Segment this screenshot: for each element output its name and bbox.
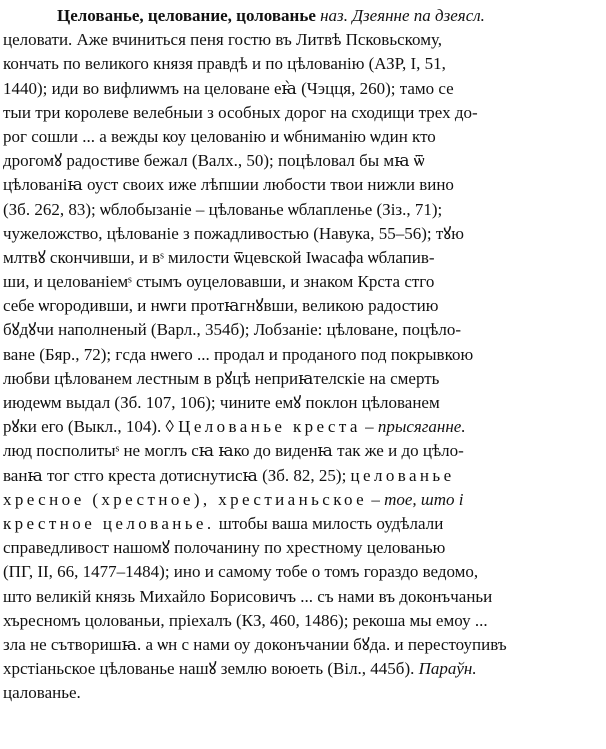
entry-line: хъресномъ цолованьи, пріехалъ (КЗ, 460, 1486); рекоша мы емоу ...: [3, 610, 488, 630]
entry-line: цалованье.: [3, 683, 81, 703]
phrase-definition: – прысяганне.: [365, 417, 466, 437]
entry-line: [3, 415, 603, 439]
entry-line: [3, 657, 603, 681]
entry-line: цѣлованіꙗ оуст своих иже лѣпшии любости твои нижли вино: [3, 175, 454, 195]
entry-line: целовати. Аже вчиниться пеня гостю въ Литвѣ Псковьскому,: [3, 30, 443, 50]
phrase-heading: хресное (хрестное), хрестианьское: [3, 489, 368, 509]
entry-line-text: ванꙗ тог стго креста дотиснутисꙗ (Зб. 82, 25);: [3, 465, 347, 485]
entry-line: 1440); иди во вифлиѡмъ на целоване еꙗ̀ (Чэцця, 260); тамо се: [3, 78, 454, 98]
entry-line: млтвꙋ скончивши, и вˢ милости ѿцевской Іѡасафа ѡблапив-: [3, 247, 435, 267]
entry-line: справедливост нашомꙋ полочанину по хрестному целованью: [3, 538, 446, 558]
entry-line: бꙋдꙋчи наполненый (Варл., 354б); Лобзаніе: цѣловане, поцѣло-: [3, 320, 461, 340]
phrase-heading: крестное целованье.: [3, 513, 215, 533]
grammar-label: наз.: [320, 6, 348, 25]
entry-line: ване (Бяр., 72); гсда нѡего ... продал и проданого под покрывкою: [3, 344, 474, 364]
entry-line: зла не сътворишꙗ. а ѡн с нами оу доконъчании бꙋда. и перестоупивъ: [3, 634, 507, 654]
entry-line: дрогомꙋ радостиве бежал (Валх., 50); поцѣловал бы мꙗ ѿ: [3, 151, 425, 171]
entry-line: (Зб. 262, 83); ѡблобызаніе – цѣлованье ѡблапленье (Зіз., 71);: [3, 199, 443, 219]
entry-line: июдеѡм выдал (Зб. 107, 106); чините емꙋ поклон цѣлованем: [3, 393, 440, 412]
entry-line: рог сошли ... а вежды коу целованію и ѡбниманію ѡдин кто: [3, 126, 436, 146]
entry-line: чужеложство, цѣлованіе з пожадливостью (Навука, 55–56); тꙋю: [3, 223, 464, 243]
entry-line: [3, 464, 603, 488]
entry-line: тыи три королеве велебныи з особных дорог на сходищи трех до-: [3, 102, 478, 122]
entry-line: (ПГ, II, 66, 1477–1484); ино и самому тобе о томъ гораздо ведомо,: [3, 562, 479, 582]
entry-line: што великій князь Михайло Борисовичъ ... съ нами въ доконъчаньи: [3, 586, 493, 606]
entry-line-text: штобы ваша милость оудѣлали: [214, 513, 444, 533]
phrase-heading: Целованье креста: [178, 417, 361, 437]
phrase-definition: – тое, што і: [371, 489, 464, 509]
entry-line-text: хрстіаньское цѣлованье нашꙋ землю воюеть (Віл., 445б).: [3, 659, 415, 679]
entry-line: ши, и целованіемˢ стымъ оуцеловавши, и знаком Крста стго: [3, 272, 435, 292]
entry-line-text: рꙋки его (Выкл., 104). ◊: [3, 417, 174, 437]
compare-label: Параўн.: [418, 659, 477, 679]
entry-line: кончать по великого князя правдѣ и по цѣлованію (АЗР, I, 51,: [3, 54, 446, 74]
dictionary-entry: [3, 4, 603, 705]
entry-line: люд посполитыˢ не моглъ сꙗ ꙗко до виденꙗ так же и до цѣло-: [3, 441, 464, 461]
entry-line: [3, 4, 603, 28]
entry-line: любви цѣлованем лестным в рꙋцѣ неприꙗтелскіе на смерть: [3, 368, 440, 388]
definition: Дзеянне па дзеясл.: [352, 6, 485, 25]
headword: Целованье, целование, цолованье: [57, 6, 316, 25]
entry-line: себе ѡгородивши, и нѡги протꙗгнꙋвши, великою радостию: [3, 296, 439, 316]
phrase-heading: целованье: [350, 465, 455, 485]
entry-line: [3, 512, 603, 536]
entry-line: [3, 488, 603, 512]
